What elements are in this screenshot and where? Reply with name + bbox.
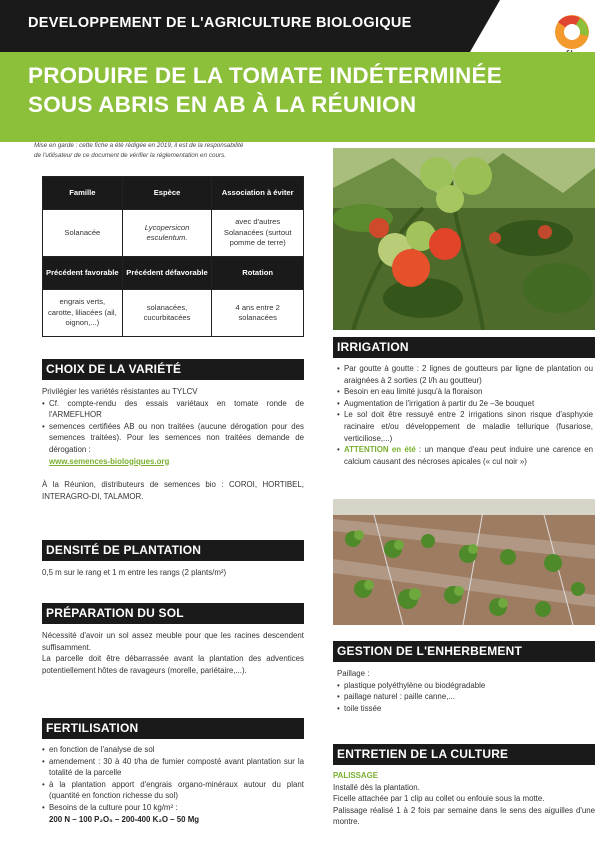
- fertilisation-needs: 200 N – 100 P₂O₅ – 200-400 K₂O – 50 Mg: [49, 814, 200, 824]
- section-body-densite: 0,5 m sur le rang et 1 m entre les rangs (2 plants/m²): [42, 568, 227, 577]
- list-item: • toile tissée: [337, 703, 593, 715]
- list-item: • Par goutte à goutte : 2 lignes de goutteurs par ligne de plantation ou araignées à 2 sorties (2 l/h au goutteur): [337, 363, 593, 386]
- section-title-entretien: ENTRETIEN DE LA CULTURE: [333, 744, 595, 765]
- list-item: • à la plantation apport d'engrais organo-minéraux autour du plant (quantité en fonction richesse du sol): [42, 779, 304, 802]
- preparation-p2: La parcelle doit être débarrassée avant la plantation des adventices potentiellement hôtes de ravageurs (morelle, pariétaire,...).: [42, 654, 304, 675]
- section-title-enherbement: GESTION DE L'ENHERBEMENT: [333, 641, 595, 662]
- table-header-rotation: Rotation: [212, 257, 304, 290]
- enherbement-intro: Paillage :: [337, 669, 370, 678]
- semences-link[interactable]: www.semences-biologiques.org: [49, 456, 170, 466]
- section-body-enherbement: [337, 668, 593, 714]
- tomato-plant-photo: [333, 148, 595, 330]
- table-header-famille: Famille: [43, 177, 123, 210]
- list-item: • Besoin en eau limité jusqu'à la floraison: [337, 386, 593, 398]
- section-body-choix: [42, 386, 304, 502]
- section-title-preparation: PRÉPARATION DU SOL: [42, 603, 304, 624]
- list-item: • amendement : 30 à 40 t/ha de fumier composté avant plantation sur la totalité de la parcelle: [42, 756, 304, 779]
- list-item: • Cf. compte-rendu des essais variétaux en tomate ronde de l'ARMEFLHOR: [42, 398, 304, 421]
- choix-intro: Privilégier les variétés résistantes au TYLCV: [42, 387, 198, 396]
- list-item: [337, 444, 593, 467]
- section-body-fertilisation: [42, 744, 304, 825]
- table-header-association: Association à éviter: [212, 177, 304, 210]
- table-header-precedent-favorable: Précédent favorable: [43, 257, 123, 290]
- attention-label: ATTENTION en été: [344, 445, 416, 455]
- section-title-irrigation: IRRIGATION: [333, 337, 595, 358]
- seedlings-photo: [333, 499, 595, 625]
- entretien-l1: Installé dès la plantation.: [333, 782, 420, 792]
- section-title-fertilisation: FERTILISATION: [42, 718, 304, 739]
- section-body-irrigation: [337, 363, 593, 467]
- header-title: DEVELOPPEMENT DE L'AGRICULTURE BIOLOGIQUE: [28, 15, 412, 31]
- warning-note: [34, 141, 314, 161]
- choix-distributors: À la Réunion, distributeurs de semences bio : COROI, HORTIBEL, INTERAGRO-DI, TALAMOR.: [42, 480, 304, 501]
- table-cell-precedent-favorable: engrais verts, carotte, liliacées (ail, oignon,...): [43, 290, 123, 337]
- section-title-densite: DENSITÉ DE PLANTATION: [42, 540, 304, 561]
- entretien-l3: Palissage réalisé 1 à 2 fois par semaine dans le sens des aiguilles d'une montre.: [333, 805, 595, 827]
- table-header-espece: Espèce: [122, 177, 212, 210]
- table-cell-espece: Lycopersicon esculentum.: [122, 210, 212, 257]
- preparation-p1: Nécessité d'avoir un sol assez meuble pour que les racines descendent suffisamment.: [42, 631, 304, 652]
- section-body-preparation: [42, 630, 304, 676]
- list-item: [42, 421, 304, 467]
- list-item: • plastique polyéthylène ou biodégradable: [337, 680, 593, 692]
- attention-text: : un manque d'eau peut induire une carence en calcium causant des nécroses apicales (« cul noir »): [344, 445, 593, 466]
- section-title-choix: CHOIX DE LA VARIÉTÉ: [42, 359, 304, 380]
- page-title-line2: SOUS ABRIS EN AB À LA RÉUNION: [28, 92, 417, 117]
- entretien-subtitle: PALISSAGE: [333, 771, 379, 780]
- list-item: • Le sol doit être ressuyé entre 2 irrigations sinon risque d'asphyxie racinaire et/ou développement de maladie tellurique (fusariose, verticiliose,...): [337, 409, 593, 444]
- list-item: • Besoins de la culture pour 10 kg/m² :: [42, 802, 304, 814]
- choix-bullet2-text: semences certifiées AB ou non traitées (aucune dérogation pour des semences traitées). Pour les semences non traitées demande de dérogation :: [49, 421, 304, 454]
- warning-line-1: Mise en garde : cette fiche a été rédigée en 2019, il est de la responsabilité: [34, 142, 244, 149]
- table-cell-rotation: 4 ans entre 2 solanacées: [212, 290, 304, 337]
- list-item: • Augmentation de l'irrigation à partir du 2e –3e bouquet: [337, 398, 593, 410]
- warning-line-2: de l'utilisateur de ce document de vérifier la réglementation en cours.: [34, 152, 226, 159]
- list-item: • en fonction de l'analyse de sol: [42, 744, 304, 756]
- crop-info-table: [42, 176, 304, 337]
- list-item: • paillage naturel : paille canne,...: [337, 691, 593, 703]
- table-cell-association: avec d'autres Solanacées (surtout pomme de terre): [212, 210, 304, 257]
- section-body-entretien: [333, 770, 595, 828]
- table-cell-famille: Solanacée: [43, 210, 123, 257]
- table-cell-precedent-defavorable: solanacées, cucurbitacées: [122, 290, 212, 337]
- page-title-line1: PRODUIRE DE LA TOMATE INDÉTERMINÉE: [28, 63, 502, 88]
- table-header-precedent-defavorable: Précédent défavorable: [122, 257, 212, 290]
- entretien-l2: Ficelle attachée par 1 clip au collet ou enfouie sous la motte.: [333, 794, 545, 804]
